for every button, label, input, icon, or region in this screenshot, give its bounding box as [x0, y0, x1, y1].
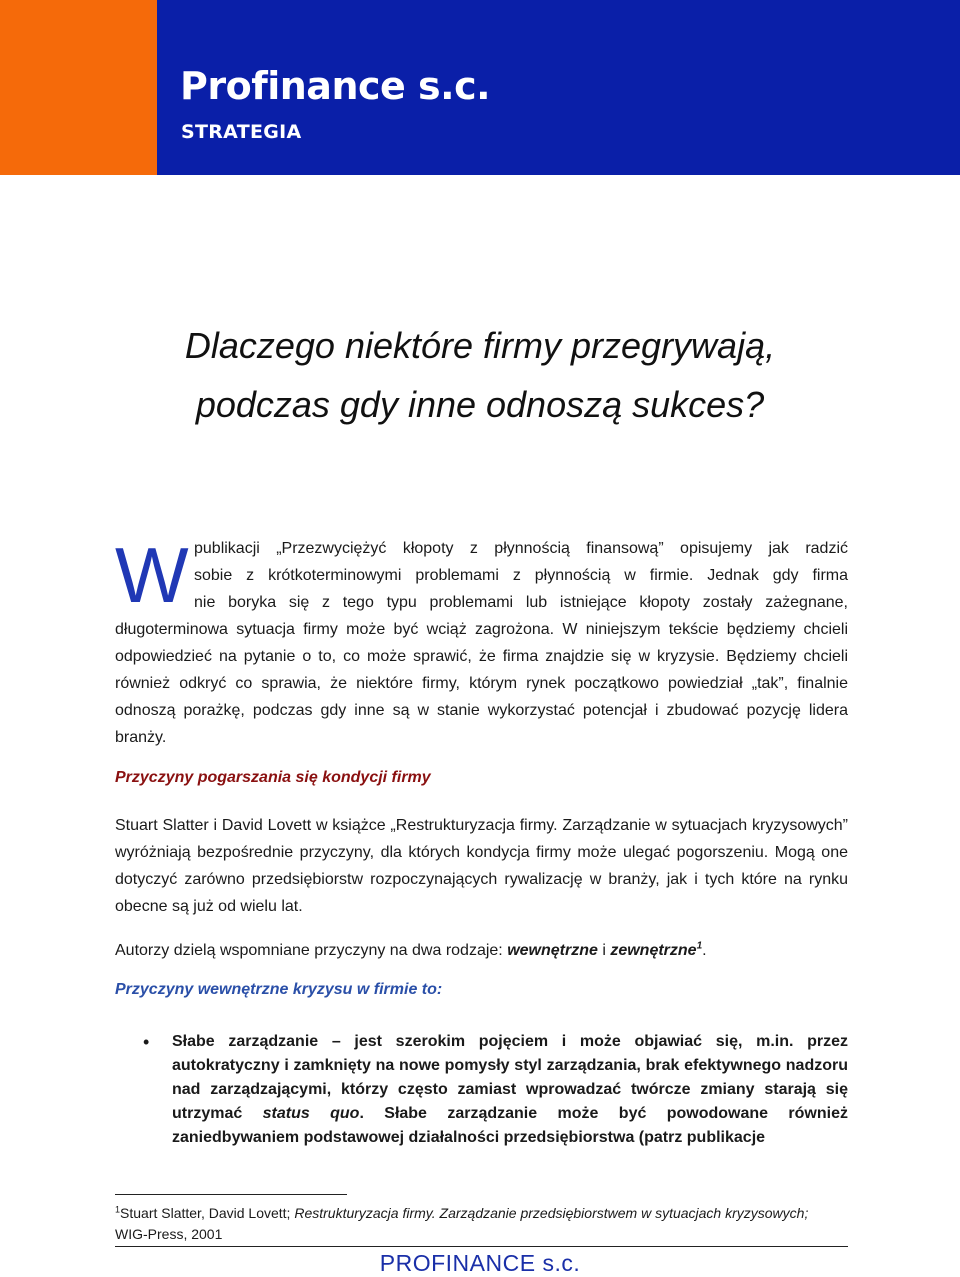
- bullet-item-poor-management: [172, 1030, 848, 1150]
- section-heading-causes: Przyczyny pogarszania się kondycji firmy: [115, 769, 431, 786]
- intro-first-lines: [194, 535, 848, 616]
- header-accent-block: [0, 0, 157, 175]
- section-heading-internal-causes: Przyczyny wewnętrzne kryzysu w firmie to:: [115, 981, 443, 998]
- footnote-divider: [115, 1194, 347, 1195]
- document-title-line-1: Dlaczego niektóre firmy przegrywają,: [184, 325, 776, 366]
- bullet-italic-status-quo: status quo: [262, 1105, 360, 1122]
- footnote-reference[interactable]: 1: [696, 940, 703, 952]
- drop-cap: W: [115, 531, 189, 619]
- section-paragraph-slatter: Stuart Slatter i David Lovett w książce „Restrukturyzacja firmy. Zarządzanie w sytuacjach kryzysowych” wyróżniają bezpośrednie przyczyny, dla których kondycja firmy może ulegać pogorszeniu. Mogą one dotyczyć zarówno przedsiębiorstw rozpoczynających rywalizację w branży, jak i tych które na rynku obecne są już od wielu lat.: [115, 817, 848, 915]
- bullet-text-a: Słabe zarządzanie – jest szerokim pojęciem i może objawiać się, m.in. przez autokratyczny i zamknięty na nowe pomysły styl zarządzania, brak efektywnego nadzoru nad zarządzającymi, którzy często zamiast wprowadzać twórcze zmiany starają się utrzymać: [172, 1033, 848, 1122]
- intro-line-3: nie boryka się z tego typu problemami lub istniejące kłopoty zostały zażegnane,: [194, 594, 848, 611]
- footnote-work: Restrukturyzacja firmy. Zarządzanie przedsiębiorstwem w sytuacjach kryzysowych;: [294, 1205, 809, 1221]
- footnote: [115, 1203, 855, 1245]
- types-external: zewnętrzne: [610, 942, 697, 959]
- bullet-text-b: . Słabe zarządzanie może być powodowane również zaniedbywaniem podstawowej działalności przedsiębiorstwa (patrz publikacje: [172, 1105, 848, 1146]
- intro-paragraph-rest: długoterminowa sytuacja firmy może być wciąż zagrożona. W niniejszym tekście będziemy chcieli odpowiedzieć na pytanie o to, co może sprawić, że firma znajdzie się w kryzysie. Będziemy chcieli również odkryć co sprawia, że niektóre firmy, którym rynek początkowo powiedział „tak”, finalnie odnoszą porażkę, podczas gdy inne są w stanie wykorzystać potencjał i zbudować pozycję lidera branży.: [115, 621, 848, 746]
- brand-subtitle: STRATEGIA: [181, 121, 302, 143]
- types-and: i: [597, 942, 611, 959]
- intro-line-2: sobie z krótkoterminowymi problemami z płynnością w firmie. Jednak gdy firma: [194, 567, 848, 584]
- footer-divider: [115, 1246, 848, 1247]
- bullet-marker: •: [143, 1032, 150, 1052]
- footnote-authors: Stuart Slatter, David Lovett;: [120, 1205, 295, 1221]
- intro-line-1: publikacji „Przezwyciężyć kłopoty z płynnością finansową” opisujemy jak radzić: [194, 540, 848, 557]
- footer-brand: PROFINANCE s.c.: [379, 1250, 581, 1276]
- brand-logo-text: Profinance s.c.: [180, 64, 491, 108]
- types-prefix: Autorzy dzielą wspomniane przyczyny na dwa rodzaje:: [115, 942, 508, 959]
- footnote-publisher: WIG-Press, 2001: [115, 1226, 223, 1242]
- types-paragraph: [115, 937, 848, 964]
- footnote-number: 1: [115, 1204, 121, 1215]
- types-end: .: [702, 942, 707, 959]
- types-internal: wewnętrzne: [507, 942, 598, 959]
- document-title-line-2: podczas gdy inne odnoszą sukces?: [195, 384, 765, 425]
